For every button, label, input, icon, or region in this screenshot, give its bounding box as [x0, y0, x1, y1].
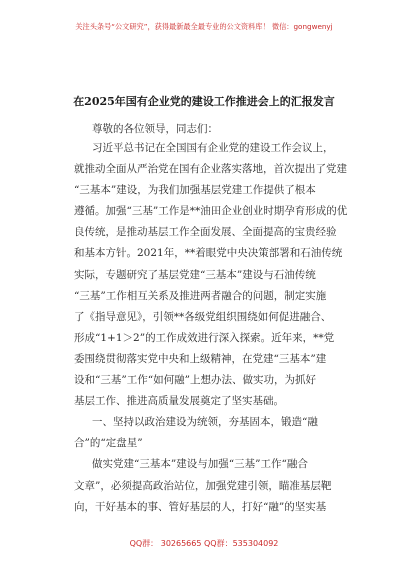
section-heading-line: 合”的“定盘星” [74, 437, 143, 450]
paragraph-line: 了《指导意见》，引领**各级党组织围绕如何促进融合、 [74, 310, 332, 323]
paragraph-line: 习近平总书记在全国国有企业党的建设工作会议上， [92, 142, 334, 154]
paragraph-line: “三基”工作相互关系及推进两者融合的问题，制定实施 [74, 289, 327, 302]
document-title: 在2025年国有企业党的建设工作推进会上的汇报发言 [73, 95, 335, 108]
section-heading-line: 一、坚持以政治建设为统领，夯基固本，锻造“融 [92, 416, 318, 429]
paragraph-line: 做实党建“三基本”建设与加强“三基”工作“融合 [92, 458, 308, 471]
paragraph-line: 基层工作、推进高质量发展奠定了坚实基础。 [74, 395, 284, 408]
paragraph-line: 设和“三基”工作“如何融”上想办法、做实功，为抓好 [74, 374, 316, 387]
paragraph-line: 文章”，必须提高政治站位，加强党建引领，瞄准基层靶 [74, 479, 332, 492]
paragraph-line: 就推动全面从严治党在国有企业落实落地，首次提出了党建 [74, 163, 347, 176]
header-banner: 关注头条号“公文研究”，获得最新最全最专业的公文资料库！ 微信：gongwenyj [75, 22, 333, 31]
paragraph-line: “三基本”建设，为我们加强基层党建工作提供了根本 [74, 184, 316, 197]
paragraph-line: 形成“1+1＞2”的工作成效进行深入探索。近年来，**党 [74, 331, 335, 344]
paragraph-line: 委围绕贯彻落实党中央和上级精神，在党建“三基本”建 [74, 352, 327, 365]
paragraph-line: 良传统，是推动基层工作全面发展、全面提高的宝贵经验 [74, 226, 337, 239]
paragraph-line: 和基本方针。2021年，**着眼党中央决策部署和石油传统 [74, 247, 343, 260]
paragraph-line: 实际，专题研究了基层党建“三基本”建设与石油传统 [74, 268, 316, 281]
document-body [74, 138, 350, 518]
greeting: 尊敬的各位领导，同志们： [92, 123, 218, 135]
footer-contact: QQ群： 30265665 QQ群：535304092 [129, 539, 279, 548]
paragraph-line: 向，干好基本的事、管好基层的人，打好“融”的坚实基 [74, 500, 327, 513]
paragraph-line: 遵循。加强“三基”工作是**油田企业创业时期孕育形成的优 [74, 205, 348, 218]
